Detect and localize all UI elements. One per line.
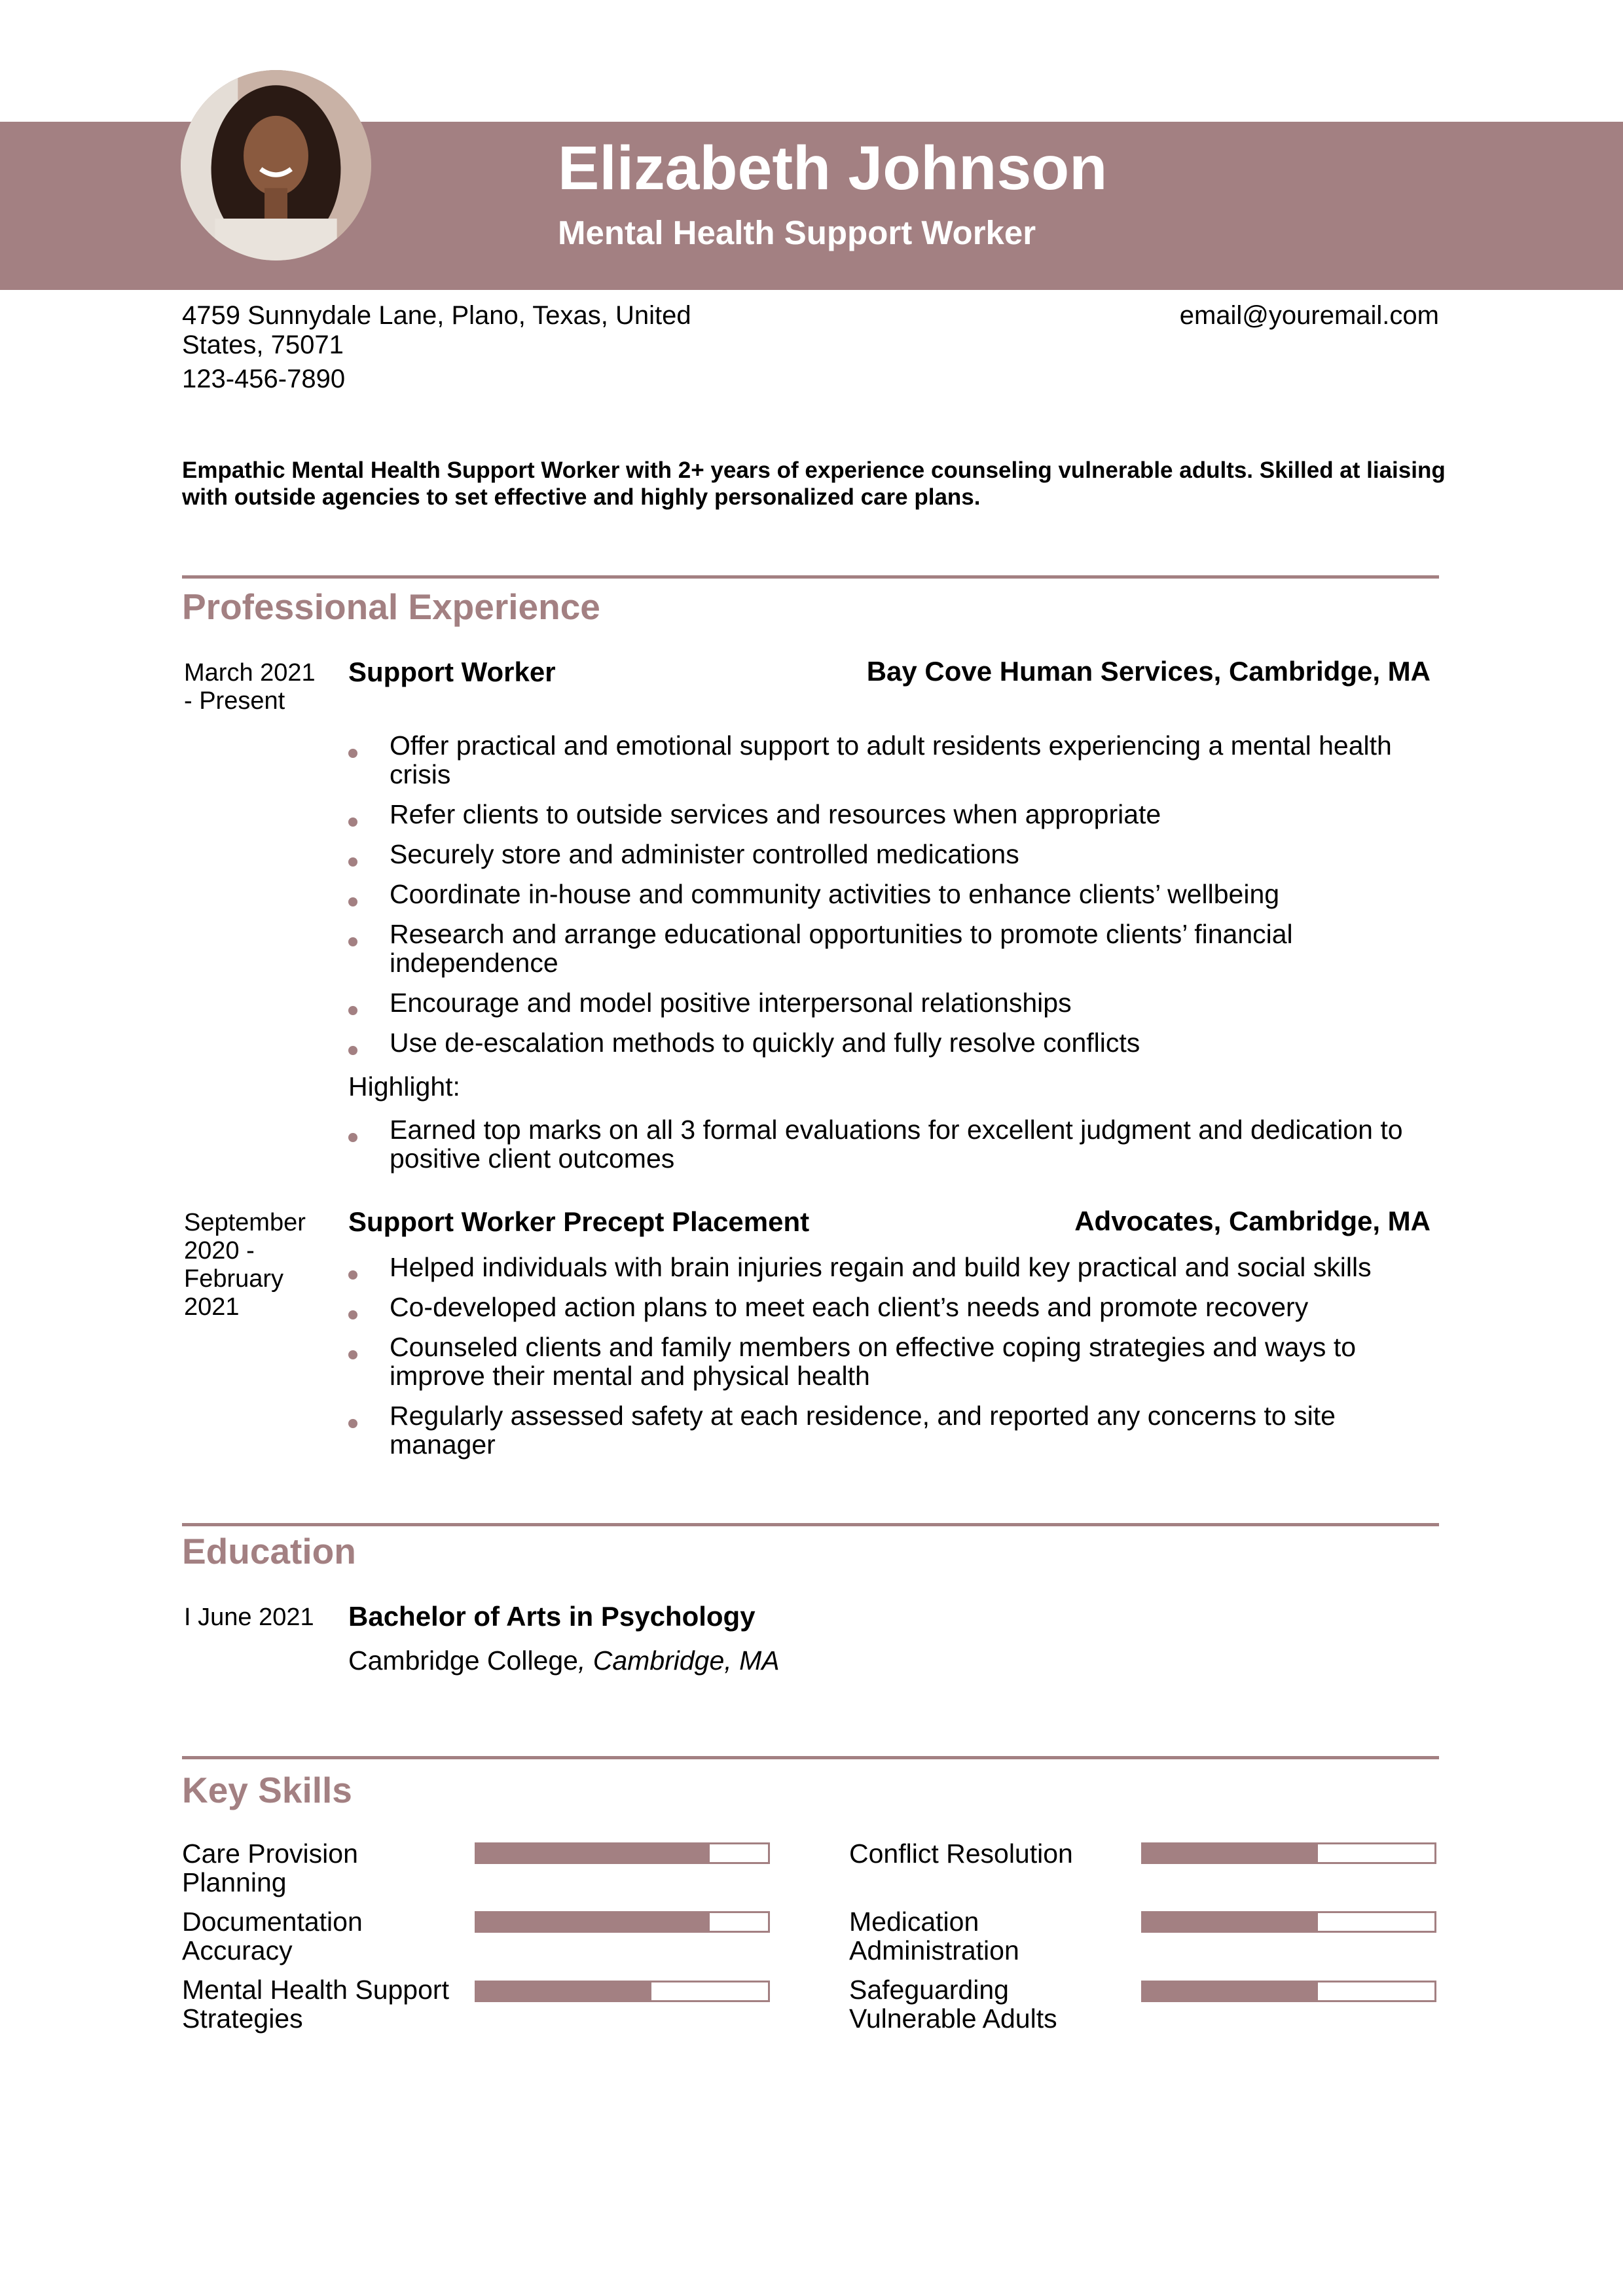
school-location: , Cambridge, MA	[577, 1645, 780, 1676]
list-item: Research and arrange educational opportunities to promote clients’ financial independence	[348, 920, 1435, 977]
profile-photo-icon	[181, 70, 371, 260]
contact-phone: 123-456-7890	[182, 365, 346, 393]
skill-level-bar	[1141, 1911, 1436, 1933]
section-divider	[182, 1756, 1439, 1759]
job-bullet-list	[348, 731, 1435, 1068]
skill-level-fill	[1143, 1844, 1318, 1862]
skill-level-bar	[475, 1981, 770, 2002]
job-date: March 2021 - Present	[184, 659, 316, 715]
contact-address: 4759 Sunnydale Lane, Plano, Texas, United States, 75071	[182, 301, 691, 359]
skill-name: Medication Administration	[849, 1907, 1019, 1965]
skill-level-fill	[477, 1913, 710, 1931]
section-title-education: Education	[182, 1531, 356, 1571]
skill-name: Mental Health Support Strategies	[182, 1975, 449, 2034]
profile-summary: Empathic Mental Health Support Worker with 2+ years of experience counseling vulnerable adults. Skilled at liaising with outside agencies to set effective and highly personalized care plans.	[182, 457, 1446, 510]
profile-photo	[181, 70, 371, 260]
education-date: I June 2021	[184, 1604, 314, 1631]
skill-level-bar	[1141, 1842, 1436, 1864]
list-item: Securely store and administer controlled medications	[348, 840, 1435, 869]
job-employer: Advocates, Cambridge, MA	[1074, 1206, 1431, 1236]
skill-name: Safeguarding Vulnerable Adults	[849, 1975, 1057, 2034]
skill-name: Care Provision Planning	[182, 1839, 358, 1897]
skill-level-fill	[1143, 1982, 1318, 2000]
candidate-title: Mental Health Support Worker	[558, 214, 1036, 251]
section-title-experience: Professional Experience	[182, 586, 600, 627]
list-item: Encourage and model positive interpersonal relationships	[348, 988, 1435, 1017]
list-item: Coordinate in-house and community activities to enhance clients’ wellbeing	[348, 880, 1435, 908]
list-item: Offer practical and emotional support to adult residents experiencing a mental health crisis	[348, 731, 1435, 789]
candidate-name: Elizabeth Johnson	[558, 134, 1108, 203]
section-divider	[182, 1523, 1439, 1526]
highlight-label: Highlight:	[348, 1071, 460, 1102]
skill-level-bar	[475, 1911, 770, 1933]
highlight-list	[348, 1115, 1435, 1184]
list-item: Use de-escalation methods to quickly and fully resolve conflicts	[348, 1028, 1435, 1057]
skill-name: Conflict Resolution	[849, 1839, 1073, 1869]
skill-level-bar	[475, 1842, 770, 1864]
list-item: Refer clients to outside services and resources when appropriate	[348, 800, 1435, 829]
section-divider	[182, 575, 1439, 579]
list-item: Earned top marks on all 3 formal evaluations for excellent judgment and dedication to positive client outcomes	[348, 1115, 1435, 1173]
skill-level-fill	[477, 1844, 710, 1862]
list-item: Helped individuals with brain injuries regain and build key practical and social skills	[348, 1253, 1435, 1282]
job-bullet-list	[348, 1253, 1435, 1470]
skill-name: Documentation Accuracy	[182, 1907, 363, 1965]
skill-level-fill	[1143, 1913, 1318, 1931]
job-title: Support Worker	[348, 656, 556, 687]
list-item: Co-developed action plans to meet each client’s needs and promote recovery	[348, 1293, 1435, 1321]
education-degree: Bachelor of Arts in Psychology	[348, 1601, 756, 1632]
skill-level-fill	[477, 1982, 651, 2000]
job-date: September 2020 - February 2021	[184, 1209, 306, 1321]
section-title-skills: Key Skills	[182, 1770, 352, 1810]
job-title: Support Worker Precept Placement	[348, 1206, 810, 1237]
job-employer: Bay Cove Human Services, Cambridge, MA	[866, 656, 1431, 687]
school-name: Cambridge College	[348, 1645, 578, 1676]
education-school	[348, 1645, 780, 1676]
contact-email[interactable]: email@youremail.com	[1179, 301, 1439, 330]
list-item: Regularly assessed safety at each residence, and reported any concerns to site manager	[348, 1401, 1435, 1459]
list-item: Counseled clients and family members on effective coping strategies and ways to improve their mental and physical health	[348, 1333, 1435, 1390]
skill-level-bar	[1141, 1981, 1436, 2002]
